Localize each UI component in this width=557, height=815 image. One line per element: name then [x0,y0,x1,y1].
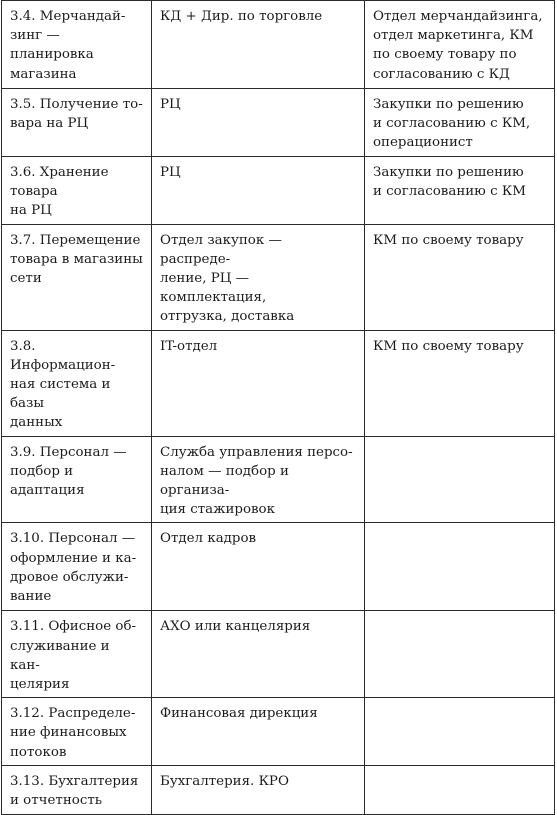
stage-cell: 3.7. Перемещение товара в магазины сети [2,224,152,330]
table-row [2,436,555,523]
table-row [2,330,555,436]
executor-cell: РЦ [152,89,365,157]
table-row [2,523,555,611]
executor-cell: Бухгалтерия. КРО [152,766,365,814]
table-row [2,89,555,157]
table-row [2,611,555,698]
executor-cell: АХО или канцелярия [152,611,365,698]
coordination-cell: Закупки по решению и согласованию с КМ, операционист [365,89,555,157]
coordination-cell [365,611,555,698]
stage-cell: 3.11. Офисное об- служивание и кан- целярия [2,611,152,698]
coordination-cell [365,698,555,766]
table-row [2,224,555,330]
executor-cell: Служба управления персо- налом — подбор и организа- ция стажировок [152,436,365,523]
stage-cell: 3.9. Персонал — подбор и адаптация [2,436,152,523]
executor-cell: IT-отдел [152,330,365,436]
coordination-cell: Отдел мерчандайзинга, отдел маркетинга, КМ по своему товару по согласованию с КД [365,1,555,89]
stage-cell: 3.4. Мерчандай- зинг — планировка магазина [2,1,152,89]
stage-cell: 3.8. Информацион- ная система и базы данных [2,330,152,436]
stage-cell: 3.12. Распределе- ние финансовых потоков [2,698,152,766]
executor-cell: РЦ [152,157,365,225]
coordination-cell [365,766,555,814]
stage-cell: 3.5. Получение то- вара на РЦ [2,89,152,157]
table-row [2,157,555,225]
coordination-cell: КМ по своему товару [365,224,555,330]
responsibility-table [1,0,555,815]
coordination-cell: Закупки по решению и согласованию с КМ [365,157,555,225]
executor-cell: Финансовая дирекция [152,698,365,766]
stage-cell: 3.6. Хранение товара на РЦ [2,157,152,225]
coordination-cell: КМ по своему товару [365,330,555,436]
stage-cell: 3.13. Бухгалтерия и отчетность [2,766,152,814]
coordination-cell [365,523,555,611]
table-row [2,1,555,89]
executor-cell: Отдел закупок — распреде- ление, РЦ — комплектация, отгрузка, доставка [152,224,365,330]
executor-cell: Отдел кадров [152,523,365,611]
table-row [2,698,555,766]
table-row [2,766,555,814]
coordination-cell [365,436,555,523]
stage-cell: 3.10. Персонал — оформление и ка- дровое обслужи- вание [2,523,152,611]
executor-cell: КД + Дир. по торговле [152,1,365,89]
